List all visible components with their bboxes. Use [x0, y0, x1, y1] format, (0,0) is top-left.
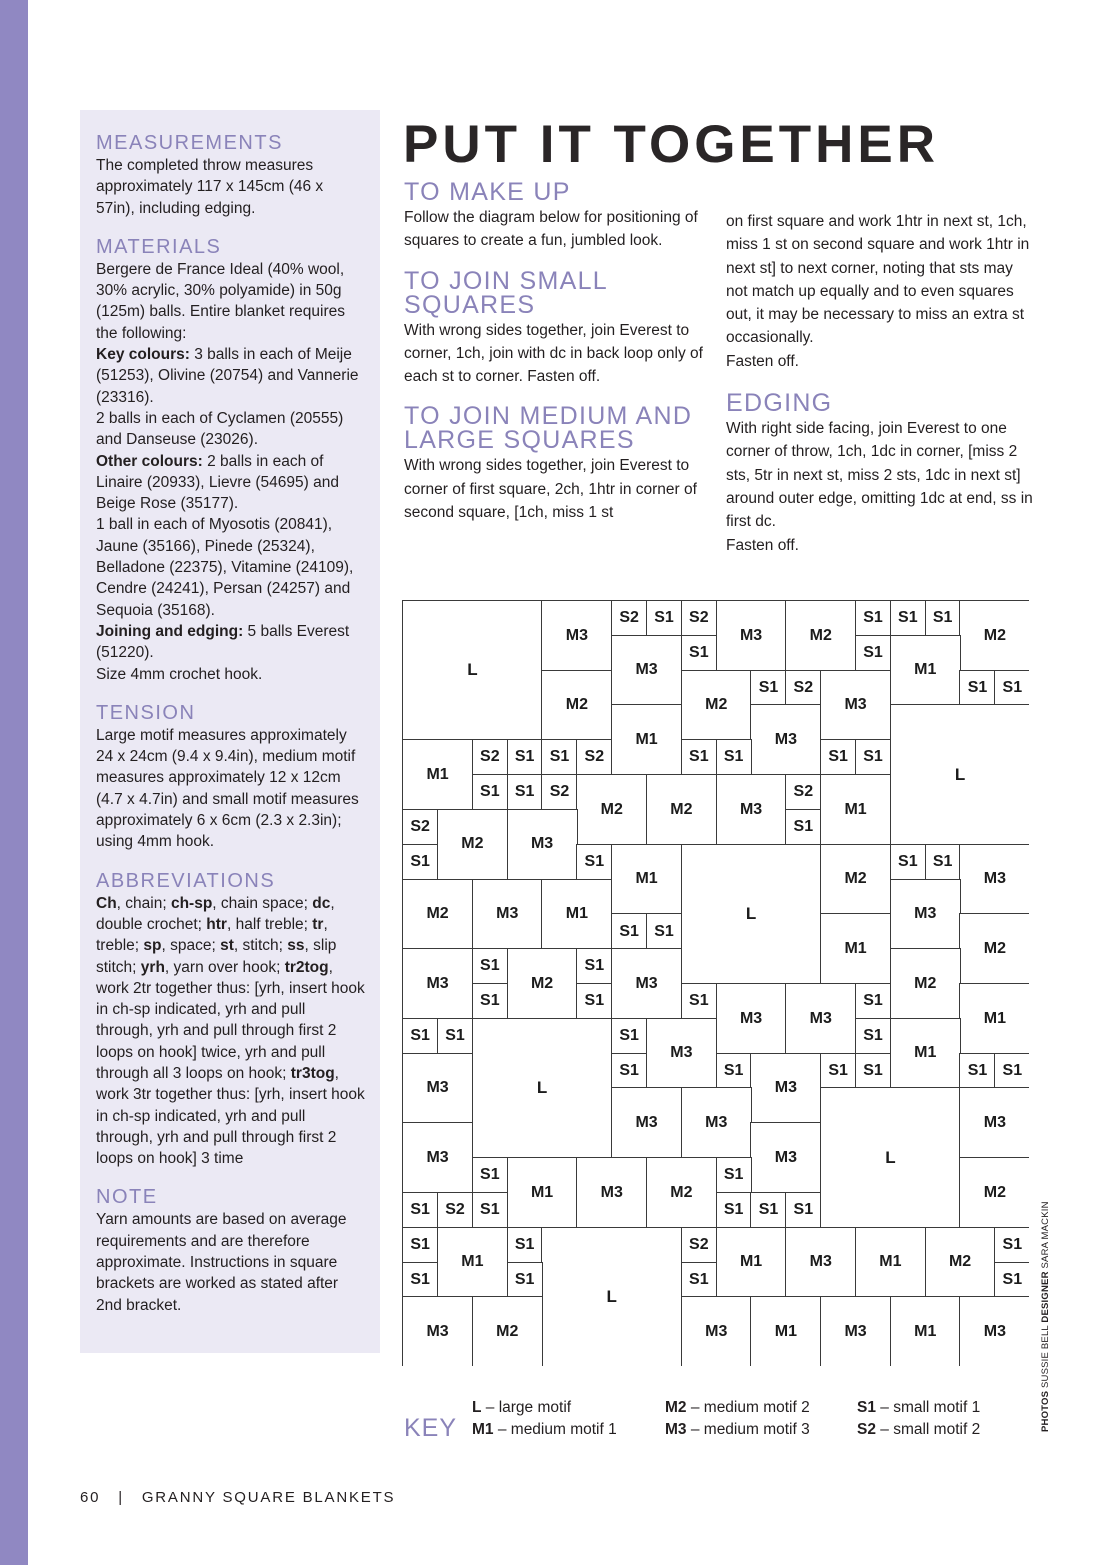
diagram-square-s2: S2: [681, 600, 717, 636]
join-medium-text-continued: on first square and work 1htr in next st, 1ch, miss 1 st on second square and work 1htr in next st] to next corner, noting that sts may not match up equally and to even squares out, it may be necessary to miss an extra st occasionally.: [726, 213, 1030, 347]
key-entry-s2: [857, 1421, 980, 1439]
diagram-square-m1: M1: [507, 1157, 578, 1228]
abbreviation-term: ss: [287, 937, 305, 955]
diagram-square-l: L: [820, 1087, 961, 1228]
diagram-square-s1: S1: [507, 1262, 543, 1298]
key-colours-detail: 3 balls in each of Meije (51253), Olivine (20754) and Vannerie (23316).: [96, 346, 359, 406]
diagram-square-m2: M2: [959, 1157, 1029, 1228]
abbreviation-definition: , work 2tr together thus: [yrh, insert hook in ch-sp indicated, yrh and pull through, yrh and pull through first 2 loops on hook] twice, yrh and pull through all 3 loops on hook;: [96, 958, 365, 1082]
diagram-square-l: L: [472, 1018, 613, 1159]
diagram-square-s2: S2: [576, 739, 612, 775]
diagram-square-l: L: [541, 1227, 682, 1366]
edging-text: With right side facing, join Everest to one corner of throw, 1ch, 1dc in corner, [miss 2 sts, 5tr in next st, miss 2 sts, 1dc in next st] around outer edge, omitting 1dc at end, ss in first dc.: [726, 420, 1033, 531]
diagram-square-m1: M1: [890, 635, 961, 706]
diagram-square-m2: M2: [925, 1227, 996, 1298]
abbreviation-term: Ch: [96, 894, 117, 912]
designer-label: DESIGNER: [1040, 1271, 1051, 1323]
abbreviation-definition: , space;: [161, 937, 221, 955]
footer-separator: |: [118, 1489, 124, 1506]
diagram-square-m3: M3: [611, 948, 682, 1019]
diagram-square-m1: M1: [855, 1227, 926, 1298]
diagram-square-m1: M1: [750, 1296, 821, 1366]
diagram-square-s1: S1: [959, 1053, 995, 1089]
diagram-square-s2: S2: [785, 670, 821, 706]
diagram-square-s2: S2: [402, 809, 438, 845]
abbreviation-term: htr: [206, 915, 227, 933]
abbreviation-definition: , chain;: [116, 894, 171, 912]
key-entry-m1: [472, 1421, 617, 1439]
abbreviation-term: dc: [312, 894, 331, 912]
diagram-square-m3: M3: [959, 844, 1029, 915]
joining-label: Joining and edging:: [96, 622, 244, 640]
abbreviation-definition: , treble;: [96, 915, 328, 955]
make-up-heading: TO MAKE UP: [404, 178, 571, 206]
edging-fasten-off: Fasten off.: [726, 536, 799, 554]
abbreviations-heading: ABBREVIATIONS: [96, 869, 276, 892]
diagram-square-s1: S1: [472, 948, 508, 984]
join-small-heading: TO JOIN SMALL SQUARES: [404, 266, 608, 319]
diagram-square-s1: S1: [472, 983, 508, 1019]
measurements-heading: MEASUREMENTS: [96, 132, 283, 154]
diagram-square-m3: M3: [507, 809, 578, 880]
key-code: M1: [472, 1421, 494, 1438]
diagram-square-m1: M1: [402, 739, 473, 810]
key-code: S2: [857, 1421, 876, 1438]
diagram-square-s1: S1: [716, 1192, 752, 1228]
layout-diagram: [402, 600, 1029, 1366]
abbreviation-term: st: [220, 937, 234, 955]
photo-credit: [1040, 1201, 1051, 1432]
other-colours-text: [96, 451, 366, 515]
page-footer: [80, 1489, 395, 1506]
diagram-square-s1: S1: [576, 844, 612, 880]
diagram-square-s1: S1: [925, 844, 961, 880]
diagram-square-s1: S1: [785, 1192, 821, 1228]
diagram-square-m3: M3: [646, 1018, 717, 1089]
diagram-square-m3: M3: [402, 948, 473, 1019]
diagram-square-s2: S2: [437, 1192, 473, 1228]
diagram-square-m3: M3: [541, 600, 612, 671]
diagram-square-l: L: [890, 704, 1029, 845]
diagram-square-s1: S1: [855, 1018, 891, 1054]
abbreviation-definition: , yarn over hook;: [164, 958, 285, 976]
diagram-square-s1: S1: [472, 774, 508, 810]
note-heading: NOTE: [96, 1186, 158, 1209]
diagram-square-s2: S2: [541, 774, 577, 810]
diagram-square-s1: S1: [855, 600, 891, 636]
key-code: M2: [665, 1399, 687, 1416]
diagram-square-s1: S1: [890, 844, 926, 880]
diagram-square-s1: S1: [611, 913, 647, 949]
diagram-square-s1: S1: [716, 1157, 752, 1193]
key-code: L: [472, 1399, 482, 1416]
materials-heading: MATERIALS: [96, 235, 222, 258]
key-desc: – medium motif 1: [493, 1421, 617, 1438]
diagram-square-s1: S1: [994, 670, 1029, 706]
diagram-square-m2: M2: [402, 879, 473, 950]
diagram-square-m1: M1: [541, 879, 612, 950]
diagram-square-m1: M1: [611, 704, 682, 775]
diagram-square-s1: S1: [611, 1018, 647, 1054]
key-desc: – small motif 2: [875, 1421, 981, 1438]
key-colours-label: Key colours:: [96, 346, 190, 364]
instructions-column-1: [404, 180, 709, 524]
abbreviations-text: [96, 893, 366, 1170]
diagram-square-s2: S2: [681, 1227, 717, 1263]
diagram-square-m3: M3: [959, 1087, 1029, 1158]
diagram-square-m3: M3: [716, 983, 787, 1054]
key-desc: – small motif 1: [875, 1399, 981, 1416]
note-text: Yarn amounts are based on average requirements and are therefore approximate. Instructions in square brackets are worked as stated after 2nd bracket.: [96, 1211, 347, 1314]
diagram-square-l: L: [402, 600, 543, 741]
diagram-square-s1: S1: [402, 1227, 438, 1263]
join-medium-heading: TO JOIN MEDIUM AND LARGE SQUARES: [404, 402, 693, 455]
diagram-square-s1: S1: [646, 600, 682, 636]
diagram-square-m3: M3: [611, 635, 682, 706]
diagram-square-m3: M3: [785, 1227, 856, 1298]
key-desc: – medium motif 2: [686, 1399, 810, 1416]
info-sidebar: [80, 110, 380, 1353]
diagram-square-s1: S1: [681, 1262, 717, 1298]
diagram-square-s1: S1: [855, 983, 891, 1019]
diagram-square-s1: S1: [994, 1227, 1029, 1263]
diagram-square-s1: S1: [750, 1192, 786, 1228]
abbreviation-definition: , double crochet;: [96, 894, 335, 933]
diagram-square-m2: M2: [681, 670, 752, 741]
key-code: M3: [665, 1421, 687, 1438]
one-ball-text: 1 ball in each of Myosotis (20841), Jaune (35166), Pinede (25324), Belladone (22375), Vitamine (24109), Cendre (24241), Persan (24257) and Sequoia (35168).: [96, 516, 354, 619]
diagram-square-m2: M2: [890, 948, 961, 1019]
join-medium-fasten-off: Fasten off.: [726, 352, 799, 370]
diagram-square-s1: S1: [716, 739, 752, 775]
diagram-square-m1: M1: [437, 1227, 508, 1298]
diagram-square-s1: S1: [750, 670, 786, 706]
abbreviation-definition: , half treble;: [226, 915, 313, 933]
tension-text: Large motif measures approximately 24 x 24cm (9.4 x 9.4in), medium motif measures approximately 12 x 12cm (4.7 x 4.7in) and small motif measures approximately 6 x 6cm (2.3 x 2.3in); using 4mm hook.: [96, 726, 359, 851]
diagram-square-m2: M2: [785, 600, 856, 671]
diagram-square-m1: M1: [611, 844, 682, 915]
make-up-text: Follow the diagram below for positioning of squares to create a fun, jumbled look.: [404, 209, 698, 250]
key-entry-l: [472, 1399, 571, 1417]
diagram-square-s1: S1: [402, 844, 438, 880]
other-colours-detail: 2 balls in each of Linaire (20933), Lievre (54695) and Beige Rose (35177).: [96, 452, 339, 513]
joining-detail: 5 balls Everest (51220).: [96, 622, 350, 662]
key-entry-m2: [665, 1399, 810, 1417]
abbreviation-term: ch-sp: [170, 894, 213, 912]
diagram-square-m3: M3: [716, 774, 787, 845]
diagram-square-s1: S1: [541, 739, 577, 775]
two-balls-text: 2 balls in each of Cyclamen (20555) and Danseuse (23026).: [96, 409, 344, 449]
diagram-square-s1: S1: [681, 739, 717, 775]
instructions-column-2: [726, 210, 1036, 557]
diagram-square-m2: M2: [472, 1296, 543, 1366]
diagram-square-m3: M3: [820, 670, 891, 741]
diagram-square-m3: M3: [750, 704, 821, 775]
diagram-square-m2: M2: [646, 1157, 717, 1228]
diagram-square-m1: M1: [820, 913, 891, 984]
diagram-square-m1: M1: [959, 983, 1029, 1054]
diagram-square-m3: M3: [750, 1122, 821, 1193]
publication-name: GRANNY SQUARE BLANKETS: [141, 1489, 396, 1506]
diagram-square-s1: S1: [576, 983, 612, 1019]
abbreviation-definition: , work 3tr together thus: [yrh, insert hook in ch-sp indicated, yrh and pull through, yrh and pull through first 2 loops on hook] 3 time: [96, 1064, 365, 1168]
joining-text: [96, 621, 366, 664]
diagram-square-m1: M1: [890, 1296, 961, 1366]
diagram-square-m2: M2: [959, 913, 1029, 984]
diagram-square-s1: S1: [611, 1053, 647, 1089]
diagram-square-s1: S1: [576, 948, 612, 984]
diagram-square-s1: S1: [716, 1053, 752, 1089]
diagram-square-m1: M1: [820, 774, 891, 845]
diagram-square-m1: M1: [890, 1018, 961, 1089]
diagram-square-s1: S1: [890, 600, 926, 636]
diagram-square-m3: M3: [959, 1296, 1029, 1366]
tension-heading: TENSION: [96, 701, 196, 724]
diagram-square-m2: M2: [541, 670, 612, 741]
diagram-square-m3: M3: [681, 1296, 752, 1366]
diagram-square-s1: S1: [994, 1262, 1029, 1298]
diagram-square-m2: M2: [820, 844, 891, 915]
join-small-text: With wrong sides together, join Everest to corner, 1ch, join with dc in back loop only of each st to corner. Fasten off.: [404, 321, 703, 386]
diagram-square-s1: S1: [820, 739, 856, 775]
hook-text: Size 4mm crochet hook.: [96, 665, 263, 683]
diagram-square-m3: M3: [611, 1087, 682, 1158]
abbreviation-definition: , chain space;: [212, 894, 313, 912]
abbreviation-term: yrh: [140, 958, 165, 976]
abbreviation-term: tr: [312, 915, 324, 933]
diagram-square-m3: M3: [820, 1296, 891, 1366]
diagram-square-s1: S1: [472, 1192, 508, 1228]
diagram-square-s2: S2: [472, 739, 508, 775]
diagram-square-m2: M2: [437, 809, 508, 880]
abbreviation-definition: , slip stitch;: [96, 937, 337, 976]
diagram-square-s1: S1: [855, 1053, 891, 1089]
diagram-square-m1: M1: [716, 1227, 787, 1298]
diagram-square-s1: S1: [855, 739, 891, 775]
diagram-square-m3: M3: [890, 879, 961, 950]
other-colours-label: Other colours:: [96, 452, 203, 470]
diagram-square-s1: S1: [994, 1053, 1029, 1089]
key-desc: – medium motif 3: [686, 1421, 810, 1438]
diagram-square-s1: S1: [472, 1157, 508, 1193]
diagram-square-m3: M3: [750, 1053, 821, 1124]
diagram-square-s1: S1: [437, 1018, 473, 1054]
diagram-square-s1: S1: [855, 635, 891, 671]
abbreviation-term: tr2tog: [284, 958, 329, 976]
diagram-square-m2: M2: [646, 774, 717, 845]
diagram-square-m3: M3: [681, 1087, 752, 1158]
key-code: S1: [857, 1399, 876, 1416]
diagram-square-l: L: [681, 844, 822, 985]
abbreviation-term: tr3tog: [290, 1064, 335, 1082]
key-label: KEY: [404, 1414, 458, 1442]
left-accent-stripe: [0, 0, 28, 1565]
key-desc: – large motif: [481, 1399, 572, 1416]
diagram-square-m2: M2: [507, 948, 578, 1019]
diagram-square-s1: S1: [507, 739, 543, 775]
photos-label: PHOTOS: [1040, 1390, 1051, 1432]
diagram-square-m3: M3: [716, 600, 787, 671]
diagram-square-s2: S2: [611, 600, 647, 636]
abbreviation-term: sp: [143, 937, 162, 955]
diagram-square-s1: S1: [785, 809, 821, 845]
diagram-square-s1: S1: [959, 670, 995, 706]
diagram-square-m3: M3: [402, 1122, 473, 1193]
abbreviation-definition: , stitch;: [233, 937, 288, 955]
diagram-square-m3: M3: [785, 983, 856, 1054]
diagram-square-m2: M2: [959, 600, 1029, 671]
key-entry-s1: [857, 1399, 980, 1417]
diagram-square-s1: S1: [402, 1018, 438, 1054]
key-colours-text: [96, 344, 366, 408]
diagram-square-s1: S1: [925, 600, 961, 636]
diagram-square-s1: S1: [681, 635, 717, 671]
diagram-square-s1: S1: [820, 1053, 856, 1089]
diagram-square-s1: S1: [402, 1262, 438, 1298]
diagram-square-s1: S1: [402, 1192, 438, 1228]
diagram-square-s1: S1: [507, 774, 543, 810]
diagram-square-m2: M2: [576, 774, 647, 845]
diagram-square-s2: S2: [785, 774, 821, 810]
diagram-square-m3: M3: [576, 1157, 647, 1228]
diagram-square-s1: S1: [507, 1227, 543, 1263]
edging-heading: EDGING: [726, 389, 833, 418]
join-medium-text: With wrong sides together, join Everest to corner of first square, 2ch, 1htr in corner of second square, [1ch, miss 1 st: [404, 457, 697, 522]
diagram-square-m3: M3: [402, 1053, 473, 1124]
key-entry-m3: [665, 1421, 810, 1439]
page-title: PUT IT TOGETHER: [403, 115, 940, 174]
page-number: 60: [80, 1489, 101, 1506]
diagram-square-m3: M3: [402, 1296, 473, 1366]
diagram-square-s1: S1: [646, 913, 682, 949]
materials-intro: Bergere de France Ideal (40% wool, 30% acrylic, 30% polyamide) in 50g (125m) balls. Entire blanket requires the following:: [96, 260, 345, 342]
diagram-square-m3: M3: [472, 879, 543, 950]
designer-name: SARA MACKIN: [1040, 1201, 1051, 1272]
measurements-text: The completed throw measures approximately 117 x 145cm (46 x 57in), including edging.: [96, 157, 324, 217]
photos-name: SUSSIE BELL: [1040, 1322, 1051, 1391]
diagram-square-s1: S1: [681, 983, 717, 1019]
